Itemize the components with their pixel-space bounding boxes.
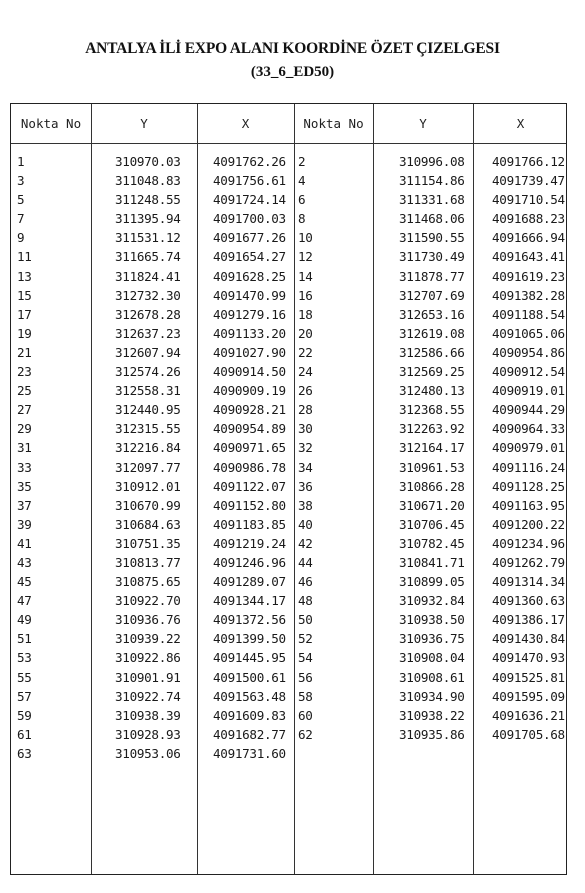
cell-y-2: 310899.05 bbox=[399, 574, 465, 590]
cell-x-2: 4091382.28 bbox=[492, 287, 565, 303]
cell-x: 4091731.60 bbox=[213, 745, 286, 761]
cell-x-2: 4090912.54 bbox=[492, 364, 565, 380]
cell-y: 310970.03 bbox=[115, 154, 181, 169]
cell-nokta-no-2: 28 bbox=[298, 402, 313, 418]
cell-y-2: 310908.61 bbox=[399, 669, 465, 685]
table-row bbox=[11, 419, 568, 438]
cell-y: 310901.91 bbox=[115, 669, 181, 685]
cell-nokta-no: 23 bbox=[17, 364, 32, 380]
cell-x-2: 4091470.93 bbox=[492, 650, 565, 666]
cell-x: 4090971.65 bbox=[213, 440, 286, 456]
cell-y: 310875.65 bbox=[115, 574, 181, 590]
cell-nokta-no-2: 30 bbox=[298, 421, 313, 437]
cell-y: 312440.95 bbox=[115, 402, 181, 418]
table-row bbox=[11, 648, 568, 667]
table-body bbox=[11, 152, 568, 763]
cell-nokta-no-2: 22 bbox=[298, 344, 313, 360]
cell-y-2: 310932.84 bbox=[399, 593, 465, 609]
cell-y-2: 312569.25 bbox=[399, 364, 465, 380]
cell-nokta-no: 49 bbox=[17, 612, 32, 628]
cell-y-2: 310706.45 bbox=[399, 516, 465, 532]
table-row bbox=[11, 438, 568, 457]
table-row bbox=[11, 534, 568, 553]
cell-x: 4091654.27 bbox=[213, 249, 286, 265]
cell-nokta-no: 25 bbox=[17, 383, 32, 399]
cell-x: 4091133.20 bbox=[213, 325, 286, 341]
cell-x: 4091609.83 bbox=[213, 707, 286, 723]
cell-y-2: 311878.77 bbox=[399, 268, 465, 284]
cell-y: 310751.35 bbox=[115, 535, 181, 551]
cell-x: 4091372.56 bbox=[213, 612, 286, 628]
cell-x-2: 4090944.29 bbox=[492, 402, 565, 418]
cell-y-2: 311154.86 bbox=[399, 173, 465, 189]
cell-y-2: 312653.16 bbox=[399, 306, 465, 322]
cell-y-2: 310938.50 bbox=[399, 612, 465, 628]
header-x-2: X bbox=[516, 116, 525, 131]
cell-y: 310938.39 bbox=[115, 707, 181, 723]
cell-y-2: 312619.08 bbox=[399, 325, 465, 341]
cell-nokta-no: 7 bbox=[17, 211, 25, 227]
header-y-2: Y bbox=[419, 116, 427, 131]
cell-y-2: 310934.90 bbox=[399, 688, 465, 704]
cell-y: 310939.22 bbox=[115, 631, 181, 647]
cell-y: 311824.41 bbox=[115, 268, 181, 284]
document-subtitle: (33_6_ED50) bbox=[250, 64, 335, 80]
cell-y: 312216.84 bbox=[115, 440, 181, 456]
cell-x: 4090909.19 bbox=[213, 383, 286, 399]
cell-y-2: 312263.92 bbox=[399, 421, 465, 437]
table-row bbox=[11, 305, 568, 324]
cell-y: 312097.77 bbox=[115, 459, 181, 475]
cell-x: 4091470.99 bbox=[213, 287, 286, 303]
cell-nokta-no-2: 60 bbox=[298, 707, 313, 723]
cell-y: 310813.77 bbox=[115, 554, 181, 570]
cell-nokta-no-2: 50 bbox=[298, 612, 313, 628]
cell-nokta-no-2: 40 bbox=[298, 516, 313, 532]
cell-y-2: 310908.04 bbox=[399, 650, 465, 666]
header-nokta-no-2: Nokta No bbox=[303, 116, 364, 131]
cell-nokta-no: 55 bbox=[17, 669, 32, 685]
cell-y-2: 310996.08 bbox=[399, 154, 465, 169]
cell-nokta-no: 35 bbox=[17, 478, 32, 494]
cell-nokta-no: 47 bbox=[17, 593, 32, 609]
cell-x-2: 4091262.79 bbox=[492, 554, 565, 570]
coordinate-table bbox=[10, 103, 567, 875]
cell-x-2: 4091710.54 bbox=[492, 192, 565, 208]
cell-x-2: 4090979.01 bbox=[492, 440, 565, 456]
cell-y: 310922.86 bbox=[115, 650, 181, 666]
cell-nokta-no-2: 46 bbox=[298, 574, 313, 590]
cell-x-2: 4091128.25 bbox=[492, 478, 565, 494]
cell-x-2: 4091619.23 bbox=[492, 268, 565, 284]
cell-x: 4091445.95 bbox=[213, 650, 286, 666]
cell-y-2: 312707.69 bbox=[399, 287, 465, 303]
cell-nokta-no: 37 bbox=[17, 497, 32, 513]
cell-y-2: 311590.55 bbox=[399, 230, 465, 246]
cell-x: 4091246.96 bbox=[213, 554, 286, 570]
cell-nokta-no: 11 bbox=[17, 249, 32, 265]
cell-nokta-no: 3 bbox=[17, 173, 25, 189]
cell-x-2: 4091188.54 bbox=[492, 306, 565, 322]
cell-y-2: 310841.71 bbox=[399, 554, 465, 570]
cell-y-2: 312480.13 bbox=[399, 383, 465, 399]
cell-nokta-no-2: 24 bbox=[298, 364, 313, 380]
cell-nokta-no: 39 bbox=[17, 516, 32, 532]
cell-nokta-no-2: 62 bbox=[298, 726, 313, 742]
cell-nokta-no-2: 44 bbox=[298, 554, 313, 570]
cell-y: 311048.83 bbox=[115, 173, 181, 189]
cell-nokta-no-2: 32 bbox=[298, 440, 313, 456]
cell-nokta-no-2: 2 bbox=[298, 154, 306, 169]
cell-x-2: 4091525.81 bbox=[492, 669, 565, 685]
table-row bbox=[11, 668, 568, 687]
cell-nokta-no: 15 bbox=[17, 287, 32, 303]
table-row bbox=[11, 381, 568, 400]
table-row bbox=[11, 190, 568, 209]
table-row bbox=[11, 629, 568, 648]
cell-x-2: 4090954.86 bbox=[492, 344, 565, 360]
cell-x: 4091628.25 bbox=[213, 268, 286, 284]
cell-x-2: 4091666.94 bbox=[492, 230, 565, 246]
cell-nokta-no: 29 bbox=[17, 421, 32, 437]
cell-nokta-no-2: 20 bbox=[298, 325, 313, 341]
cell-x-2: 4091386.17 bbox=[492, 612, 565, 628]
cell-x-2: 4091705.68 bbox=[492, 726, 565, 742]
table-row bbox=[11, 228, 568, 247]
cell-x: 4091762.26 bbox=[213, 154, 286, 169]
cell-nokta-no-2: 18 bbox=[298, 306, 313, 322]
cell-nokta-no: 51 bbox=[17, 631, 32, 647]
cell-nokta-no-2: 8 bbox=[298, 211, 306, 227]
cell-x: 4091756.61 bbox=[213, 173, 286, 189]
cell-x: 4091344.17 bbox=[213, 593, 286, 609]
cell-y: 311248.55 bbox=[115, 192, 181, 208]
cell-nokta-no-2: 4 bbox=[298, 173, 306, 189]
cell-nokta-no-2: 42 bbox=[298, 535, 313, 551]
cell-x: 4091027.90 bbox=[213, 344, 286, 360]
cell-x: 4091700.03 bbox=[213, 211, 286, 227]
cell-nokta-no: 53 bbox=[17, 650, 32, 666]
header-nokta-no: Nokta No bbox=[20, 116, 82, 131]
table-row bbox=[11, 725, 568, 744]
cell-nokta-no-2: 38 bbox=[298, 497, 313, 513]
cell-nokta-no-2: 6 bbox=[298, 192, 306, 208]
cell-y-2: 312368.55 bbox=[399, 402, 465, 418]
cell-y: 311395.94 bbox=[115, 211, 181, 227]
cell-y-2: 311468.06 bbox=[399, 211, 465, 227]
cell-nokta-no-2: 54 bbox=[298, 650, 313, 666]
cell-y: 311531.12 bbox=[115, 230, 181, 246]
cell-y: 310928.93 bbox=[115, 726, 181, 742]
cell-y: 311665.74 bbox=[115, 249, 181, 265]
cell-x: 4091183.85 bbox=[213, 516, 286, 532]
cell-x-2: 4091636.21 bbox=[492, 707, 565, 723]
cell-x-2: 4091688.23 bbox=[492, 211, 565, 227]
cell-x: 4090986.78 bbox=[213, 459, 286, 475]
cell-nokta-no: 27 bbox=[17, 402, 32, 418]
cell-y: 312607.94 bbox=[115, 344, 181, 360]
cell-x-2: 4091163.95 bbox=[492, 497, 565, 513]
table-row bbox=[11, 553, 568, 572]
cell-x-2: 4091116.24 bbox=[492, 459, 565, 475]
cell-nokta-no-2: 34 bbox=[298, 459, 313, 475]
cell-x-2: 4091739.47 bbox=[492, 173, 565, 189]
cell-nokta-no: 59 bbox=[17, 707, 32, 723]
document-title: ANTALYA İLİ EXPO ALANI KOORDİNE ÖZET ÇIZELGESI bbox=[85, 40, 500, 57]
cell-x: 4091677.26 bbox=[213, 230, 286, 246]
table-row bbox=[11, 458, 568, 477]
cell-y: 312574.26 bbox=[115, 364, 181, 380]
table-row bbox=[11, 572, 568, 591]
cell-y: 312678.28 bbox=[115, 306, 181, 322]
cell-nokta-no-2: 14 bbox=[298, 268, 313, 284]
cell-nokta-no: 63 bbox=[17, 745, 32, 761]
cell-x-2: 4091766.12 bbox=[492, 154, 565, 169]
cell-x: 4091500.61 bbox=[213, 669, 286, 685]
cell-y: 312637.23 bbox=[115, 325, 181, 341]
cell-x: 4090954.89 bbox=[213, 421, 286, 437]
table-row bbox=[11, 209, 568, 228]
header-y: Y bbox=[140, 116, 148, 131]
cell-y: 312732.30 bbox=[115, 287, 181, 303]
cell-x: 4090928.21 bbox=[213, 402, 286, 418]
cell-x: 4091724.14 bbox=[213, 192, 286, 208]
cell-nokta-no: 31 bbox=[17, 440, 32, 456]
cell-nokta-no-2: 48 bbox=[298, 593, 313, 609]
table-row bbox=[11, 286, 568, 305]
table-row bbox=[11, 477, 568, 496]
table-row bbox=[11, 247, 568, 266]
cell-x: 4091219.24 bbox=[213, 535, 286, 551]
table-row bbox=[11, 687, 568, 706]
cell-y: 310912.01 bbox=[115, 478, 181, 494]
cell-x: 4091563.48 bbox=[213, 688, 286, 704]
cell-y: 310684.63 bbox=[115, 516, 181, 532]
cell-y-2: 311331.68 bbox=[399, 192, 465, 208]
cell-x-2: 4091643.41 bbox=[492, 249, 565, 265]
cell-x-2: 4090919.01 bbox=[492, 383, 565, 399]
cell-y-2: 310782.45 bbox=[399, 535, 465, 551]
cell-y-2: 310961.53 bbox=[399, 459, 465, 475]
cell-y-2: 311730.49 bbox=[399, 249, 465, 265]
cell-y-2: 312164.17 bbox=[399, 440, 465, 456]
cell-x: 4091289.07 bbox=[213, 574, 286, 590]
table-row bbox=[11, 400, 568, 419]
cell-x: 4091279.16 bbox=[213, 306, 286, 322]
cell-nokta-no: 57 bbox=[17, 688, 32, 704]
cell-nokta-no: 45 bbox=[17, 574, 32, 590]
cell-nokta-no-2: 10 bbox=[298, 230, 313, 246]
cell-x: 4091152.80 bbox=[213, 497, 286, 513]
cell-y: 312315.55 bbox=[115, 421, 181, 437]
cell-y: 310670.99 bbox=[115, 497, 181, 513]
table-row bbox=[11, 496, 568, 515]
cell-nokta-no: 61 bbox=[17, 726, 32, 742]
cell-nokta-no-2: 36 bbox=[298, 478, 313, 494]
cell-x-2: 4091065.06 bbox=[492, 325, 565, 341]
cell-x-2: 4091234.96 bbox=[492, 535, 565, 551]
table-row bbox=[11, 267, 568, 286]
cell-nokta-no: 13 bbox=[17, 268, 32, 284]
cell-y: 310922.70 bbox=[115, 593, 181, 609]
cell-x: 4091399.50 bbox=[213, 631, 286, 647]
cell-y: 312558.31 bbox=[115, 383, 181, 399]
table-row bbox=[11, 706, 568, 725]
header-divider bbox=[11, 143, 566, 144]
cell-y-2: 310866.28 bbox=[399, 478, 465, 494]
cell-nokta-no-2: 56 bbox=[298, 669, 313, 685]
cell-nokta-no: 33 bbox=[17, 459, 32, 475]
table-row bbox=[11, 744, 568, 763]
table-row bbox=[11, 324, 568, 343]
cell-nokta-no-2: 58 bbox=[298, 688, 313, 704]
cell-nokta-no: 9 bbox=[17, 230, 25, 246]
table-row bbox=[11, 362, 568, 381]
cell-y-2: 310938.22 bbox=[399, 707, 465, 723]
cell-nokta-no-2: 26 bbox=[298, 383, 313, 399]
cell-x: 4091682.77 bbox=[213, 726, 286, 742]
cell-x-2: 4091430.84 bbox=[492, 631, 565, 647]
cell-x-2: 4091360.63 bbox=[492, 593, 565, 609]
cell-y: 310922.74 bbox=[115, 688, 181, 704]
cell-x-2: 4091200.22 bbox=[492, 516, 565, 532]
cell-nokta-no: 43 bbox=[17, 554, 32, 570]
header-x: X bbox=[241, 116, 250, 131]
cell-y-2: 310671.20 bbox=[399, 497, 465, 513]
cell-x-2: 4091314.34 bbox=[492, 574, 565, 590]
cell-x: 4090914.50 bbox=[213, 364, 286, 380]
table-row bbox=[11, 610, 568, 629]
cell-nokta-no: 41 bbox=[17, 535, 32, 551]
cell-nokta-no: 21 bbox=[17, 344, 32, 360]
cell-nokta-no: 19 bbox=[17, 325, 32, 341]
cell-y: 310936.76 bbox=[115, 612, 181, 628]
table-row bbox=[11, 152, 568, 171]
cell-nokta-no: 1 bbox=[17, 154, 25, 169]
cell-nokta-no-2: 16 bbox=[298, 287, 313, 303]
cell-nokta-no: 17 bbox=[17, 306, 32, 322]
cell-x-2: 4091595.09 bbox=[492, 688, 565, 704]
table-row bbox=[11, 515, 568, 534]
cell-y-2: 310935.86 bbox=[399, 726, 465, 742]
table-row bbox=[11, 591, 568, 610]
cell-x: 4091122.07 bbox=[213, 478, 286, 494]
table-row bbox=[11, 343, 568, 362]
cell-y-2: 312586.66 bbox=[399, 344, 465, 360]
cell-nokta-no-2: 52 bbox=[298, 631, 313, 647]
cell-y-2: 310936.75 bbox=[399, 631, 465, 647]
cell-y: 310953.06 bbox=[115, 745, 181, 761]
cell-x-2: 4090964.33 bbox=[492, 421, 565, 437]
cell-nokta-no: 5 bbox=[17, 192, 25, 208]
table-row bbox=[11, 171, 568, 190]
cell-nokta-no-2: 12 bbox=[298, 249, 313, 265]
